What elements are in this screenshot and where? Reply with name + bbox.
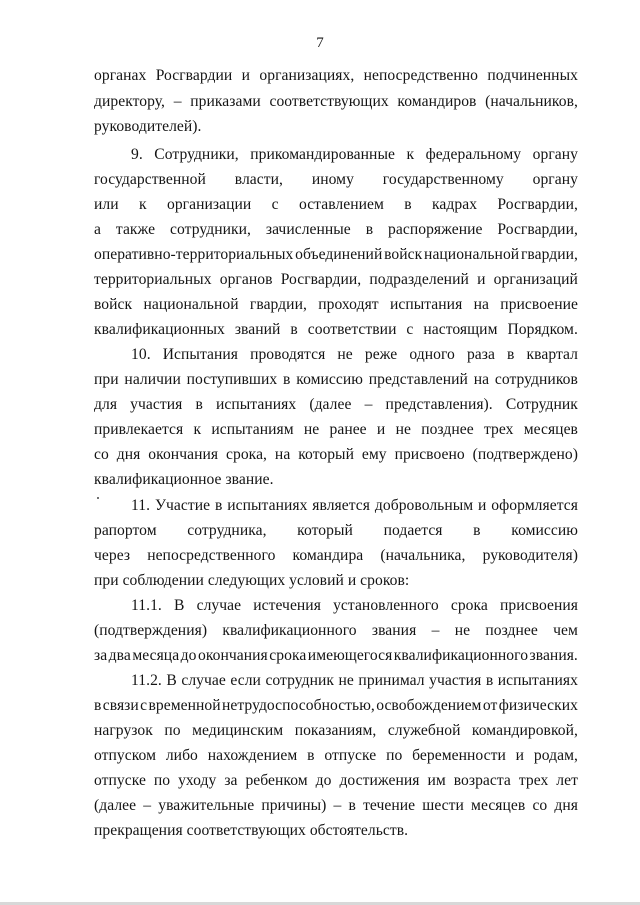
text-line: отпуском либо нахождением в отпуске по беременности и родам, [94, 747, 578, 764]
text-line: государственной власти, иному государственному органу [94, 171, 578, 188]
text-line: органах Росгвардии и организациях, непосредственно подчиненных [94, 67, 578, 84]
text-line: со дня окончания срока, на который ему присвоено (подтверждено) [94, 446, 578, 463]
text-line: нагрузок по медицинским показаниям, служебной командировкой, [94, 722, 578, 739]
text-line: директору, – приказами соответствующих командиров (начальников, [94, 93, 578, 110]
text-line: территориальных органов Росгвардии, подразделений и организаций [94, 271, 578, 288]
scan-speck [97, 497, 99, 499]
text-line: квалификационных званий в соответствии с настоящим Порядком. [94, 321, 578, 338]
text-line: руководителей). [94, 118, 202, 135]
text-line: квалификационное звание. [94, 471, 274, 488]
text-line: 9. Сотрудники, прикомандированные к федеральному органу [131, 146, 578, 163]
text-line: (далее – уважительные причины) – в течение шести месяцев со дня [94, 797, 578, 814]
text-line: а также сотрудники, зачисленные в распоряжение Росгвардии, [94, 221, 578, 238]
text-line: при соблюдении следующих условий и сроков: [94, 572, 410, 589]
text-line: 11. Участие в испытаниях является добровольным и оформляется [131, 497, 578, 514]
text-line: или к организации с оставлением в кадрах Росгвардии, [94, 196, 578, 213]
text-line: для участия в испытаниях (далее – представления). Сотрудник [94, 396, 578, 413]
text-line: отпуске по уходу за ребенком до достижения им возраста трех лет [94, 772, 578, 789]
text-line: войск национальной гвардии, проходят испытания на присвоение [94, 296, 578, 313]
text-line: (подтверждения) квалификационного звания – не позднее чем [94, 622, 578, 639]
text-line: оперативно-территориальных объединений войск национальной гвардии, [94, 246, 578, 263]
text-line: 11.1. В случае истечения установленного срока присвоения [131, 597, 578, 614]
text-line: рапортом сотрудника, который подается в комиссию [94, 522, 578, 539]
text-line: 11.2. В случае если сотрудник не принимал участия в испытаниях [131, 672, 578, 689]
text-line: при наличии поступивших в комиссию представлений на сотрудников [94, 371, 578, 388]
text-line: 10. Испытания проводятся не реже одного раза в квартал [131, 346, 578, 363]
text-line: за два месяца до окончания срока имеющегося квалификационного звания. [94, 647, 578, 664]
text-line: привлекается к испытаниям не ранее и не позднее трех месяцев [94, 421, 578, 438]
text-line: через непосредственного командира (начальника, руководителя) [94, 547, 578, 564]
text-line: прекращения соответствующих обстоятельств. [94, 822, 409, 839]
page-number: 7 [316, 35, 324, 51]
text-line: в связи с временной нетрудоспособностью, освобождением от физических [94, 697, 578, 714]
